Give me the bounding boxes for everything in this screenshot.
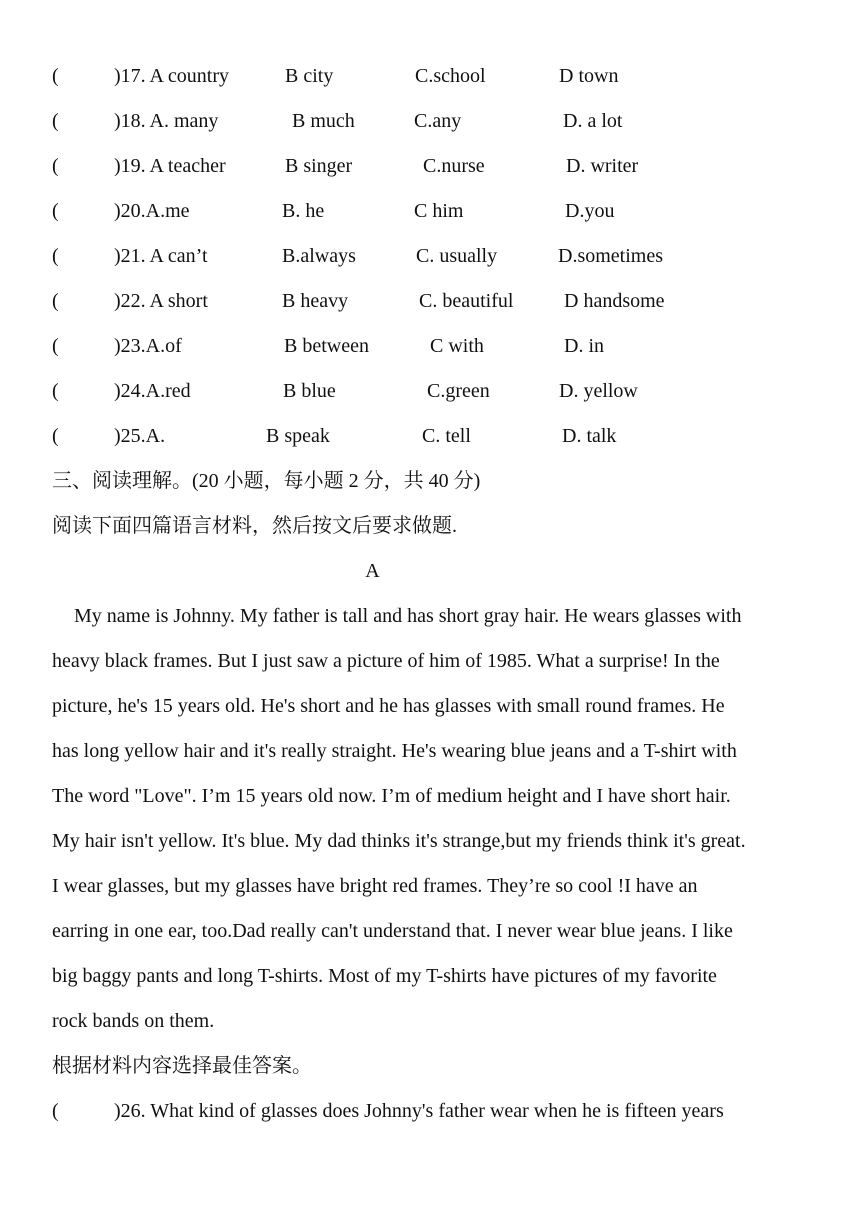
- option-b: B singer: [285, 155, 353, 177]
- option-c: C him: [414, 200, 464, 222]
- passage-line: I wear glasses, but my glasses have bright red frames. They’re so cool !I have an: [52, 875, 698, 897]
- answer-paren: (: [52, 245, 59, 267]
- answer-paren: (: [52, 65, 59, 87]
- option-c: C. beautiful: [419, 290, 514, 312]
- section-instruction: 阅读下面四篇语言材料，然后按文后要求做题.: [52, 515, 457, 537]
- option-b: B blue: [283, 380, 336, 402]
- option-d: D. a lot: [563, 110, 623, 132]
- answer-paren: (: [52, 425, 59, 447]
- option-a: )20.A.me: [114, 200, 190, 222]
- option-d: D. talk: [562, 425, 617, 447]
- answer-paren: (: [52, 110, 59, 132]
- question-text: )26. What kind of glasses does Johnny's father wear when he is fifteen years: [114, 1100, 724, 1122]
- question-instruction: 根据材料内容选择最佳答案。: [52, 1055, 312, 1077]
- answer-paren: (: [52, 380, 59, 402]
- passage-line: heavy black frames. But I just saw a picture of him of 1985. What a surprise! In the: [52, 650, 720, 672]
- option-c: C. usually: [416, 245, 498, 267]
- passage-line: picture, he's 15 years old. He's short and he has glasses with small round frames. He: [52, 695, 725, 717]
- option-d: D. writer: [566, 155, 639, 177]
- option-a: )24.A.red: [114, 380, 191, 402]
- option-a: )17. A country: [114, 65, 229, 87]
- option-a: )22. A short: [114, 290, 208, 312]
- option-a: )25.A.: [114, 425, 166, 447]
- passage-line: My name is Johnny. My father is tall and has short gray hair. He wears glasses with: [74, 605, 742, 627]
- passage-line: has long yellow hair and it's really straight. He's wearing blue jeans and a T-shirt with: [52, 740, 737, 762]
- option-d: D handsome: [564, 290, 665, 312]
- option-c: C with: [430, 335, 484, 357]
- answer-paren: (: [52, 1100, 59, 1122]
- option-b: B heavy: [282, 290, 349, 312]
- option-c: C. tell: [422, 425, 471, 447]
- option-a: )21. A can’t: [114, 245, 208, 267]
- answer-paren: (: [52, 290, 59, 312]
- option-b: B much: [292, 110, 355, 132]
- answer-paren: (: [52, 335, 59, 357]
- passage-line: rock bands on them.: [52, 1010, 215, 1032]
- section-heading: 三、阅读理解。(20 小题，每小题 2 分，共 40 分): [52, 470, 481, 492]
- option-b: B.always: [282, 245, 356, 267]
- option-b: B city: [285, 65, 334, 87]
- option-b: B between: [284, 335, 369, 357]
- option-b: B speak: [266, 425, 330, 447]
- passage-title: A: [365, 560, 380, 582]
- option-d: D.you: [565, 200, 615, 222]
- option-d: D town: [559, 65, 619, 87]
- option-d: D. yellow: [559, 380, 638, 402]
- passage-line: The word "Love". I’m 15 years old now. I’m of medium height and I have short hair.: [52, 785, 731, 807]
- option-d: D.sometimes: [558, 245, 663, 267]
- option-a: )18. A. many: [114, 110, 219, 132]
- option-c: C.green: [427, 380, 490, 402]
- option-c: C.school: [415, 65, 486, 87]
- option-a: )23.A.of: [114, 335, 182, 357]
- option-d: D. in: [564, 335, 604, 357]
- answer-paren: (: [52, 200, 59, 222]
- passage-line: big baggy pants and long T-shirts. Most of my T-shirts have pictures of my favorite: [52, 965, 717, 987]
- option-c: C.any: [414, 110, 462, 132]
- passage-line: My hair isn't yellow. It's blue. My dad thinks it's strange,but my friends think it's great.: [52, 830, 746, 852]
- option-b: B. he: [282, 200, 325, 222]
- option-c: C.nurse: [423, 155, 485, 177]
- option-a: )19. A teacher: [114, 155, 226, 177]
- passage-line: earring in one ear, too.Dad really can't understand that. I never wear blue jeans. I like: [52, 920, 733, 942]
- answer-paren: (: [52, 155, 59, 177]
